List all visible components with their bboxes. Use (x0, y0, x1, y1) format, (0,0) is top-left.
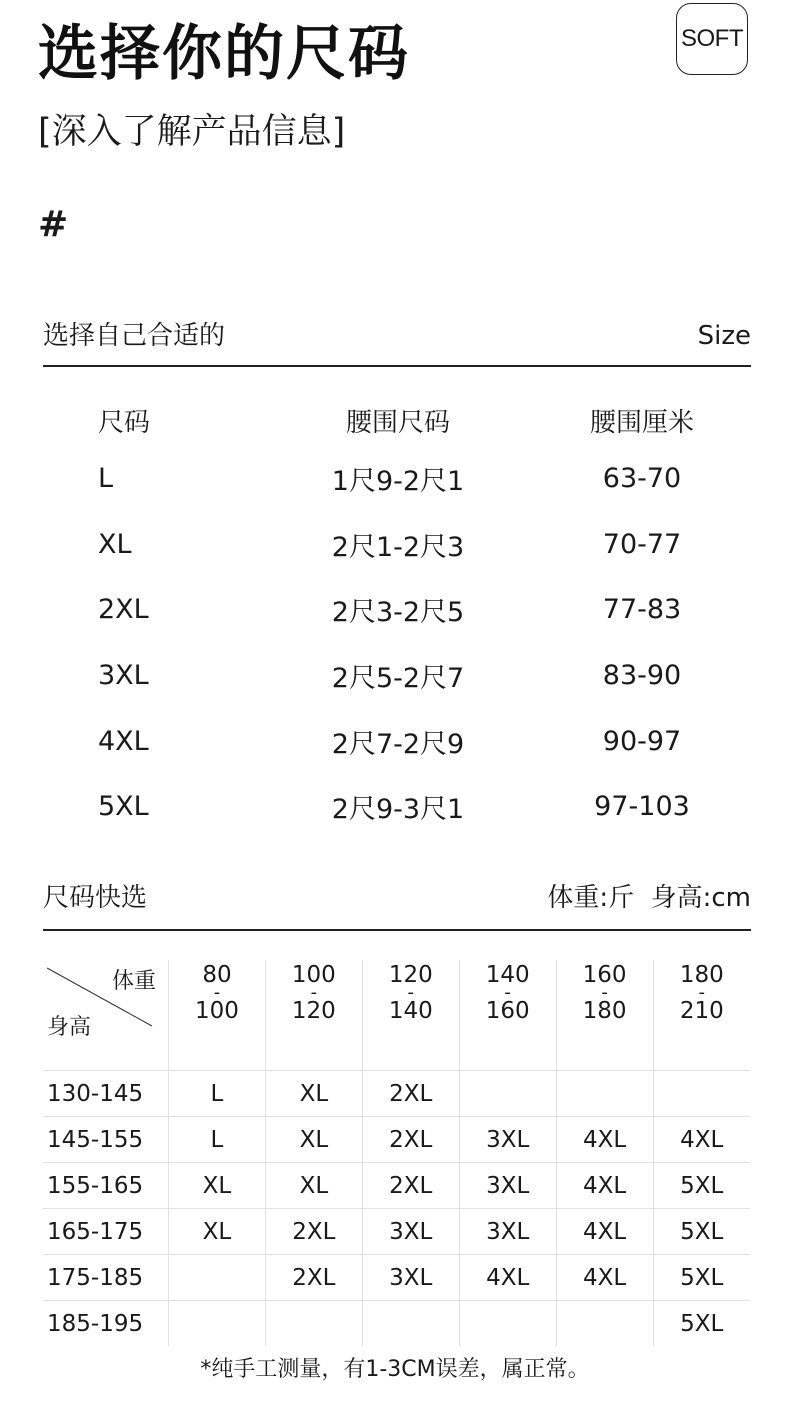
table-row (43, 1071, 750, 1117)
size-result-cell (362, 1301, 459, 1347)
waist-cm-cell: 97-103 (594, 791, 690, 823)
waist-chi-cell: 2尺3-2尺5 (331, 597, 465, 629)
size-result-cell: 4XL (556, 1209, 653, 1255)
size-result-cell (556, 1301, 653, 1347)
waist-cm-cell: 90-97 (602, 725, 682, 757)
size-result-cell: L (169, 1071, 266, 1117)
page-title: 选择你的尺码 (38, 19, 410, 89)
height-range-cell: 185-195 (43, 1301, 169, 1347)
size-result-cell: 4XL (556, 1117, 653, 1163)
col-header-size: 尺码 (98, 408, 151, 438)
size-result-cell (653, 1071, 750, 1117)
size-result-cell: 3XL (459, 1209, 556, 1255)
size-row (43, 512, 751, 578)
waist-cm-cell: 77-83 (602, 594, 682, 626)
size-cell: 2XL (98, 594, 149, 626)
height-range-cell: 165-175 (43, 1209, 169, 1255)
weight-range-header: 160 - 180 (556, 960, 653, 1071)
table-row (43, 1163, 750, 1209)
quick-section-units: 体重:斤 身高:cm (547, 883, 751, 913)
table-row (43, 1209, 750, 1255)
size-row (43, 774, 751, 840)
weight-range-header: 100 - 120 (265, 960, 362, 1071)
waist-cm-cell: 70-77 (602, 528, 682, 560)
size-section-label: Size (697, 321, 751, 351)
size-result-cell: 4XL (556, 1163, 653, 1209)
quick-section-header (43, 877, 751, 914)
size-result-cell: XL (265, 1163, 362, 1209)
size-cell: XL (98, 528, 132, 560)
size-result-cell (169, 1301, 266, 1347)
size-row (43, 446, 751, 512)
waist-chi-cell: 2尺9-3尺1 (331, 794, 465, 826)
corner-height-label: 身高 (47, 1015, 92, 1040)
weight-header-row (43, 960, 750, 1071)
weight-range-header: 80 - 100 (169, 960, 266, 1071)
size-result-cell: XL (169, 1163, 266, 1209)
quick-section-title: 尺码快选 (43, 883, 148, 913)
size-result-cell: 2XL (265, 1255, 362, 1301)
size-section-divider (43, 365, 751, 367)
size-result-cell: 4XL (459, 1255, 556, 1301)
size-result-cell: 2XL (362, 1163, 459, 1209)
size-section-header (43, 315, 751, 352)
height-range-cell: 130-145 (43, 1071, 169, 1117)
height-range-cell: 145-155 (43, 1117, 169, 1163)
size-table (43, 402, 751, 840)
size-result-cell: 5XL (653, 1163, 750, 1209)
waist-chi-cell: 2尺7-2尺9 (331, 728, 465, 760)
corner-weight-label: 体重 (111, 969, 156, 994)
size-result-cell: 3XL (362, 1255, 459, 1301)
col-header-waist-cm: 腰围厘米 (589, 408, 694, 438)
size-result-cell: 2XL (265, 1209, 362, 1255)
size-result-cell: 2XL (362, 1071, 459, 1117)
size-result-cell: XL (265, 1117, 362, 1163)
size-cell: 3XL (98, 660, 149, 692)
col-header-waist-chi: 腰围尺码 (345, 408, 450, 438)
waist-chi-cell: 1尺9-2尺1 (331, 466, 465, 498)
weight-range-header: 120 - 140 (362, 960, 459, 1071)
quick-section-divider (43, 929, 751, 931)
weight-range-header: 180 - 210 (653, 960, 750, 1071)
table-row (43, 1117, 750, 1163)
weight-range-header: 140 - 160 (459, 960, 556, 1071)
hash-mark: # (38, 204, 69, 245)
size-row (43, 643, 751, 709)
size-result-cell: 5XL (653, 1255, 750, 1301)
size-cell: L (98, 463, 114, 495)
size-result-cell: 3XL (362, 1209, 459, 1255)
size-result-cell: 3XL (459, 1117, 556, 1163)
size-cell: 4XL (98, 725, 149, 757)
measurement-footnote: *纯手工测量，有1-3CM误差，属正常。 (200, 1357, 590, 1382)
waist-chi-cell: 2尺5-2尺7 (331, 663, 465, 695)
size-result-cell (459, 1301, 556, 1347)
soft-badge: SOFT (676, 3, 748, 75)
size-result-cell: XL (169, 1209, 266, 1255)
size-result-cell: 5XL (653, 1209, 750, 1255)
page-subtitle: [深入了解产品信息] (38, 112, 346, 152)
size-result-cell: 3XL (459, 1163, 556, 1209)
size-result-cell: 2XL (362, 1117, 459, 1163)
size-result-cell (169, 1255, 266, 1301)
size-result-cell: L (169, 1117, 266, 1163)
size-result-cell (459, 1071, 556, 1117)
waist-cm-cell: 83-90 (602, 660, 682, 692)
waist-chi-cell: 2尺1-2尺3 (331, 531, 465, 563)
size-result-cell (556, 1071, 653, 1117)
size-result-cell (265, 1301, 362, 1347)
table-row (43, 1255, 750, 1301)
height-range-cell: 175-185 (43, 1255, 169, 1301)
size-result-cell: XL (265, 1071, 362, 1117)
size-cell: 5XL (98, 791, 149, 823)
size-result-cell: 4XL (653, 1117, 750, 1163)
table-row (43, 1301, 750, 1347)
height-range-cell: 155-165 (43, 1163, 169, 1209)
waist-cm-cell: 63-70 (602, 463, 682, 495)
quick-select-grid (43, 960, 750, 1346)
size-row (43, 708, 751, 774)
corner-cell (43, 960, 169, 1071)
size-section-title: 选择自己合适的 (43, 321, 226, 351)
size-row (43, 577, 751, 643)
size-result-cell: 4XL (556, 1255, 653, 1301)
size-table-header (43, 402, 751, 446)
size-result-cell: 5XL (653, 1301, 750, 1347)
